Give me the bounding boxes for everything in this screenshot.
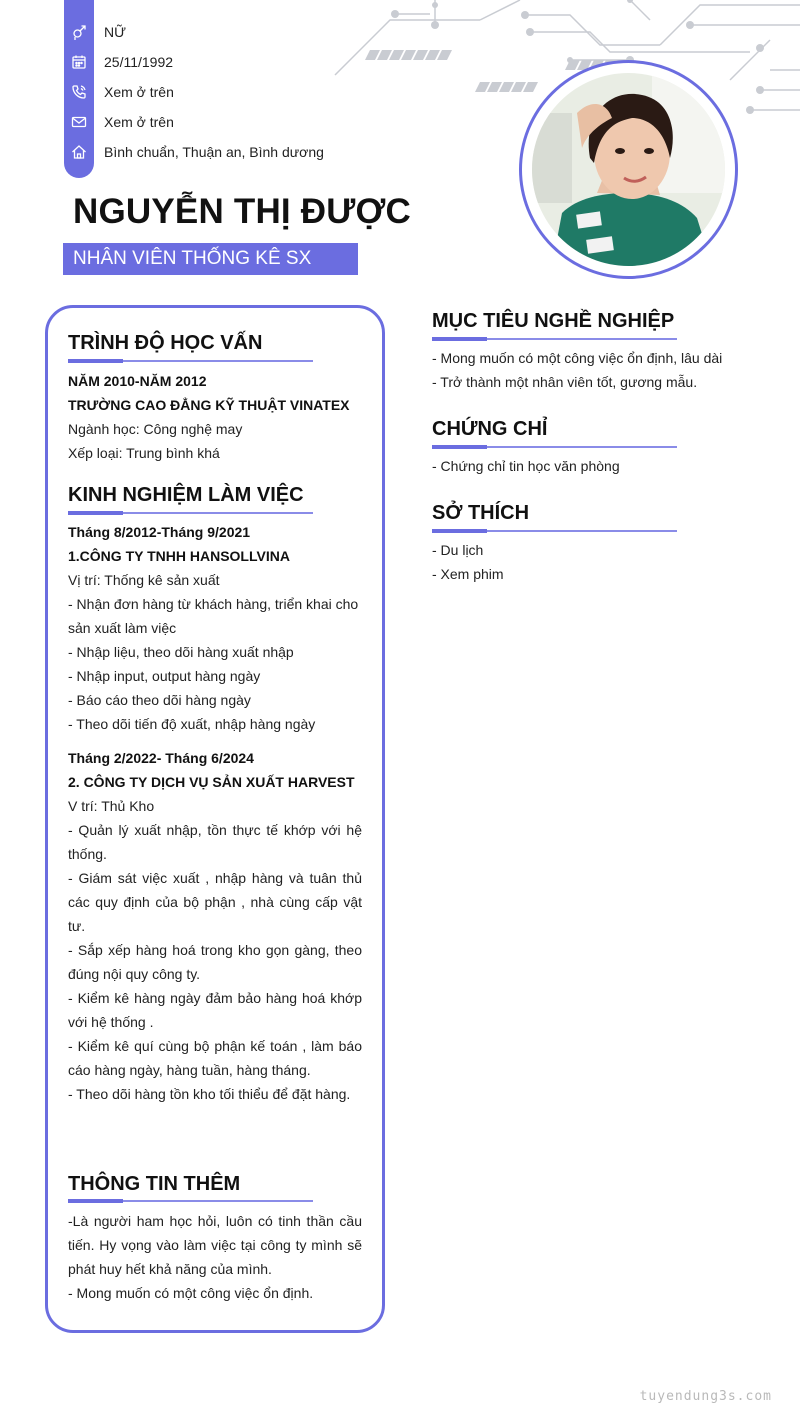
certificates-divider (432, 446, 677, 448)
contact-gender (64, 17, 126, 47)
education-grade: Xếp loại: Trung bình khá (68, 445, 220, 461)
mail-icon (64, 107, 94, 137)
additional-block (68, 1209, 362, 1305)
calendar-icon (64, 47, 94, 77)
job-role: Vị trí: Thống kê sản xuất (68, 572, 220, 588)
job-title-banner: NHÂN VIÊN THỐNG KÊ SX (63, 243, 358, 275)
gender-icon (64, 17, 94, 47)
job-duty: - Theo dõi tiến độ xuất, nhập hàng ngày (68, 716, 316, 732)
additional-line: - Mong muốn có một công việc ổn định. (68, 1285, 314, 1301)
experience-job-2 (68, 746, 362, 1106)
certificate-line: - Chứng chỉ tin học văn phòng (432, 458, 620, 474)
job-role: V trí: Thủ Kho (68, 798, 155, 814)
experience-divider (68, 512, 313, 514)
objective-divider (432, 338, 677, 340)
job-duty: - Nhập liệu, theo dõi hàng xuất nhập (68, 644, 294, 660)
objective-line: - Mong muốn có một công việc ổn định, lâu dài (432, 350, 723, 366)
job-duty: - Sắp xếp hàng hoá trong kho gọn gàng, theo đúng nội quy công ty. (68, 942, 362, 982)
home-icon (64, 137, 94, 167)
job-company: 1.CÔNG TY TNHH HANSOLLVINA (68, 548, 290, 564)
hobby-line: - Du lịch (432, 542, 484, 558)
contact-email (64, 107, 174, 137)
footer-watermark: tuyendung3s.com (639, 1389, 772, 1404)
email-text: Xem ở trên (104, 114, 174, 130)
job-duty: - Giám sát việc xuất , nhập hàng và tuân thủ các quy định của bộ phận , nhà cùng cấp vật tư. (68, 870, 362, 934)
education-divider (68, 360, 313, 362)
education-major: Ngành học: Công nghệ may (68, 421, 243, 437)
education-block (68, 369, 363, 465)
hobbies-divider (432, 530, 677, 532)
hobbies-block (432, 538, 772, 586)
additional-title: THÔNG TIN THÊM (68, 1173, 241, 1195)
job-period: Tháng 8/2012-Tháng 9/2021 (68, 524, 251, 540)
job-duty: - Theo dõi hàng tồn kho tối thiểu để đặt hàng. (68, 1086, 351, 1102)
contact-dob (64, 47, 173, 77)
objective-line: - Trở thành một nhân viên tốt, gương mẫu. (432, 374, 698, 390)
job-period: Tháng 2/2022- Tháng 6/2024 (68, 750, 254, 766)
phone-text: Xem ở trên (104, 84, 174, 100)
job-duty: - Kiểm kê hàng ngày đảm bảo hàng hoá khớp với hệ thống . (68, 990, 362, 1030)
job-duty: - Báo cáo theo dõi hàng ngày (68, 692, 251, 708)
certificates-block (432, 454, 772, 478)
education-period: NĂM 2010-NĂM 2012 (68, 373, 207, 389)
candidate-name: NGUYỄN THỊ ĐƯỢC (73, 192, 412, 231)
job-duty: - Nhập input, output hàng ngày (68, 668, 261, 684)
contact-address (64, 137, 324, 167)
job-duty: - Quản lý xuất nhập, tồn thực tế khớp với hệ thống. (68, 822, 362, 862)
experience-job-1 (68, 520, 362, 736)
address-text: Bình chuẩn, Thuận an, Bình dương (104, 144, 324, 160)
objective-block (432, 346, 772, 394)
dob-text: 25/11/1992 (104, 54, 174, 70)
hobbies-title: SỞ THÍCH (432, 502, 530, 524)
job-duty: - Kiểm kê quí cùng bộ phận kế toán , làm báo cáo hàng ngày, hàng tuần, hàng tháng. (68, 1038, 362, 1078)
education-title: TRÌNH ĐỘ HỌC VẤN (68, 332, 263, 354)
avatar (532, 73, 725, 266)
gender-text: NỮ (104, 24, 127, 40)
additional-line: -Là người ham học hỏi, luôn có tinh thần cầu tiến. Hy vọng vào làm việc tại công ty mình sẽ phát huy hết khả năng của mình. (68, 1213, 362, 1277)
contact-phone (64, 77, 174, 107)
objective-title: MỤC TIÊU NGHỀ NGHIỆP (432, 310, 675, 332)
education-school: TRƯỜNG CAO ĐẲNG KỸ THUẬT VINATEX (68, 397, 350, 413)
experience-title: KINH NGHIỆM LÀM VIỆC (68, 484, 304, 506)
job-company: 2. CÔNG TY DỊCH VỤ SẢN XUẤT HARVEST (68, 774, 355, 790)
hobby-line: - Xem phim (432, 566, 504, 582)
phone-icon (64, 77, 94, 107)
job-duty: - Nhận đơn hàng từ khách hàng, triển khai cho sản xuất làm việc (68, 596, 359, 636)
additional-divider (68, 1200, 313, 1202)
certificates-title: CHỨNG CHỈ (432, 418, 548, 440)
